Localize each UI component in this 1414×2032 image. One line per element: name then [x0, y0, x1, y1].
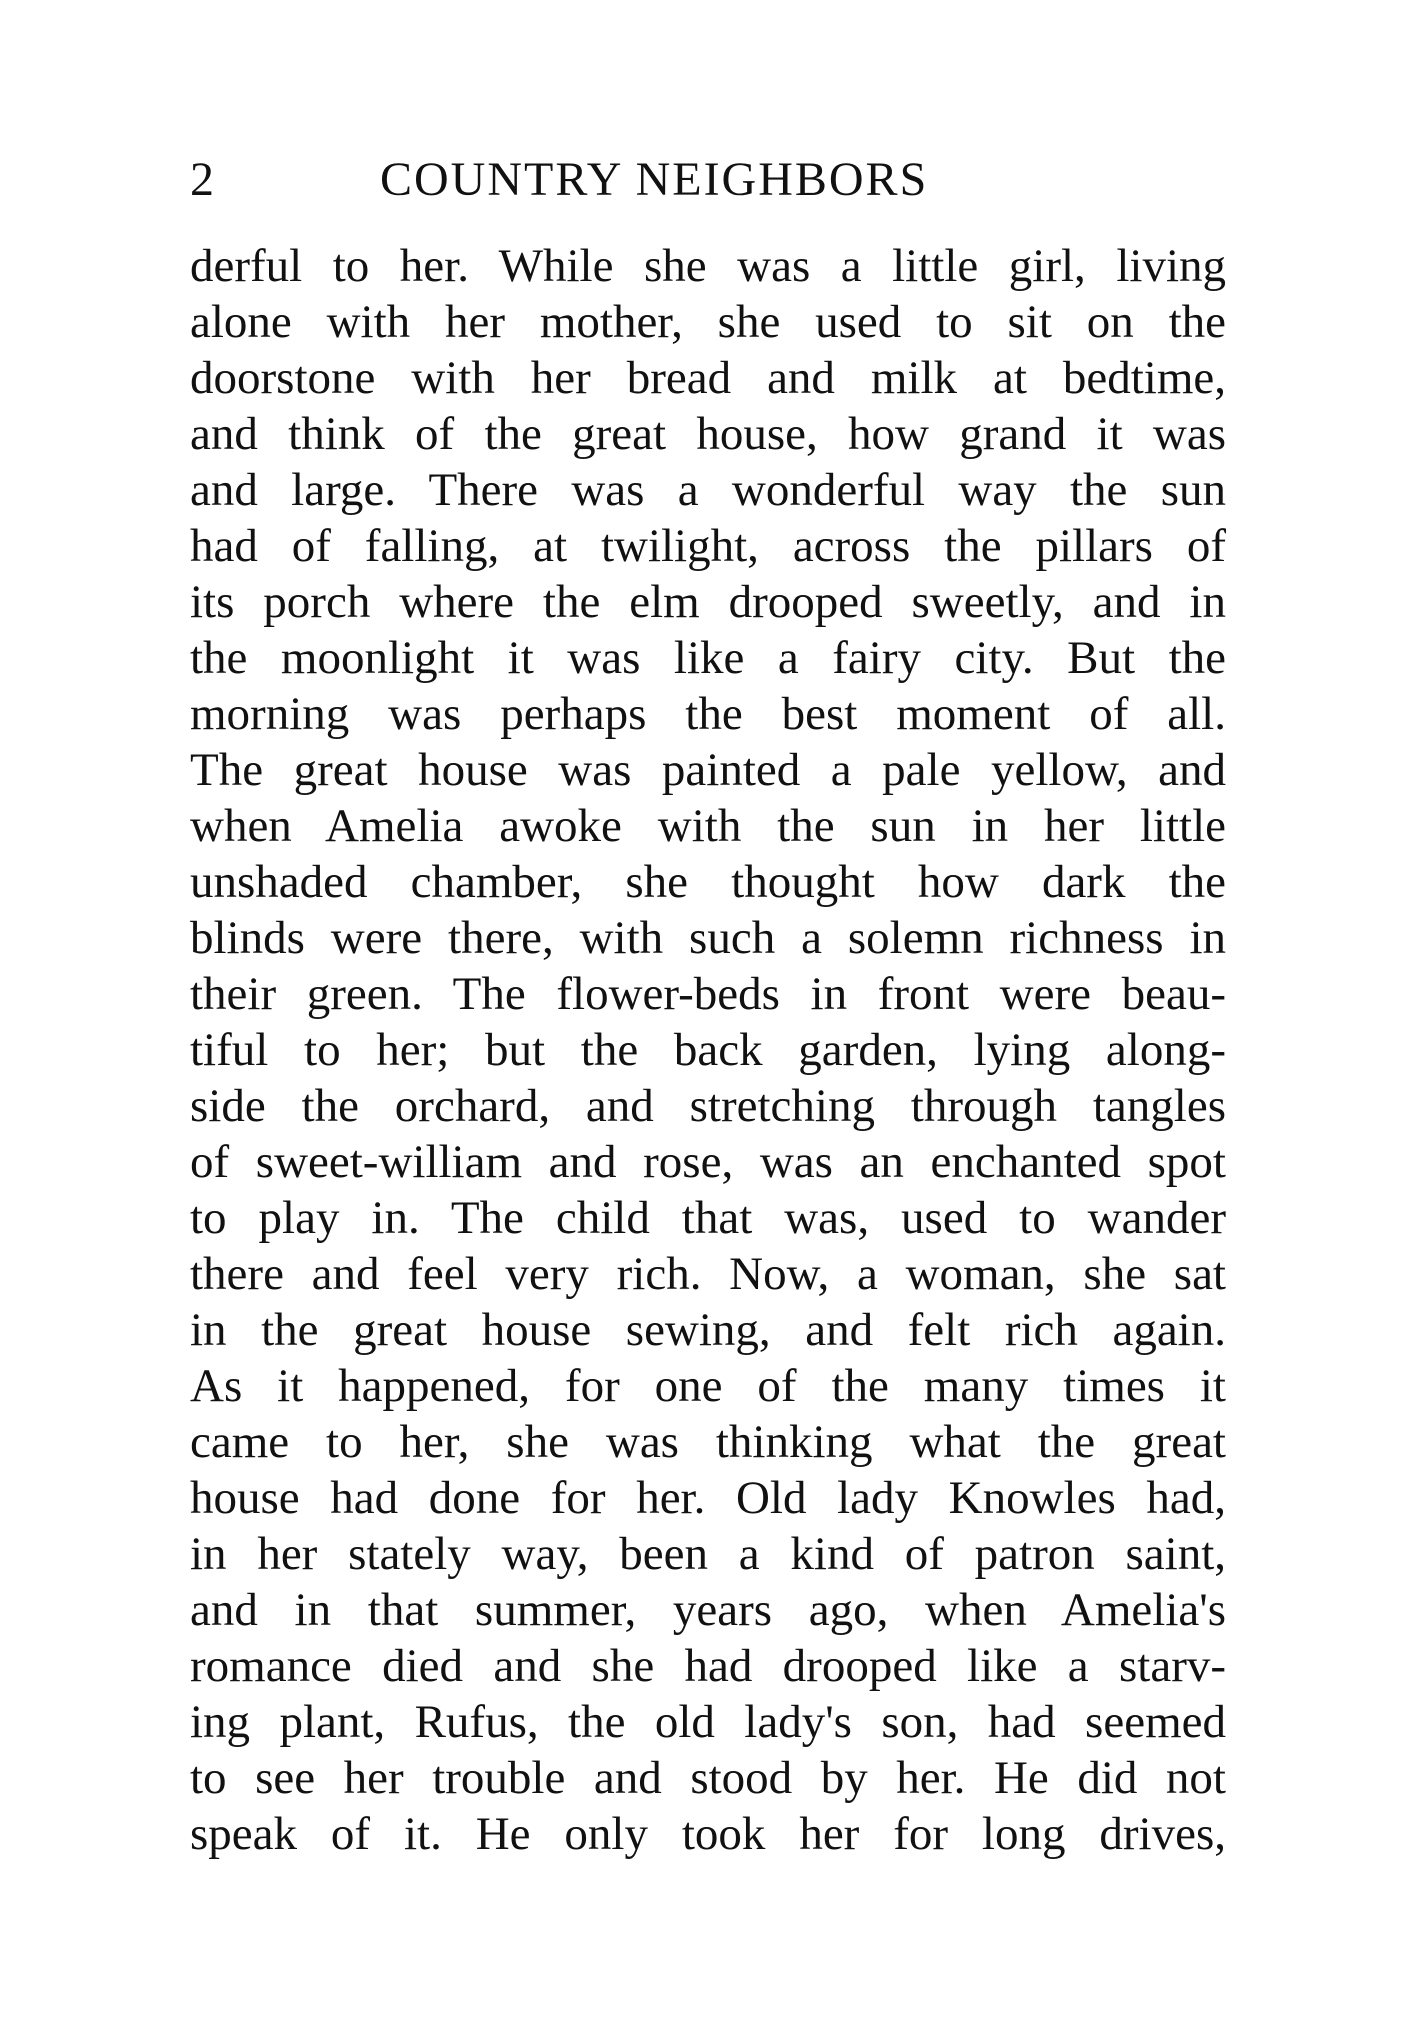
text-line: their green. The flower-beds in front were beau-: [190, 968, 1226, 1020]
text-line: and large. There was a wonderful way the sun: [190, 464, 1226, 516]
page-number: 2: [190, 153, 214, 206]
running-title: COUNTRY NEIGHBORS: [380, 153, 929, 206]
text-line: in the great house sewing, and felt rich again.: [190, 1304, 1226, 1356]
text-line: and think of the great house, how grand it was: [190, 408, 1226, 460]
text-line: side the orchard, and stretching through tangles: [190, 1080, 1226, 1132]
page-header: [190, 150, 1030, 210]
text-line: ing plant, Rufus, the old lady's son, had seemed: [190, 1696, 1226, 1748]
text-line: its porch where the elm drooped sweetly, and in: [190, 576, 1226, 628]
text-line: blinds were there, with such a solemn richness in: [190, 912, 1226, 964]
body-text: [190, 238, 1226, 1862]
text-line: to see her trouble and stood by her. He did not: [190, 1752, 1226, 1804]
text-line: The great house was painted a pale yellow, and: [190, 744, 1226, 796]
text-line: unshaded chamber, she thought how dark the: [190, 856, 1226, 908]
text-line: when Amelia awoke with the sun in her little: [190, 800, 1226, 852]
text-line: speak of it. He only took her for long drives,: [190, 1808, 1226, 1860]
text-line: romance died and she had drooped like a starv-: [190, 1640, 1226, 1692]
text-line: there and feel very rich. Now, a woman, she sat: [190, 1248, 1226, 1300]
text-line: the moonlight it was like a fairy city. But the: [190, 632, 1226, 684]
text-line: derful to her. While she was a little girl, living: [190, 240, 1226, 292]
text-line: house had done for her. Old lady Knowles had,: [190, 1472, 1226, 1524]
text-line: of sweet-william and rose, was an enchanted spot: [190, 1136, 1226, 1188]
text-line: As it happened, for one of the many times it: [190, 1360, 1226, 1412]
text-line: to play in. The child that was, used to wander: [190, 1192, 1226, 1244]
text-line: and in that summer, years ago, when Amelia's: [190, 1584, 1226, 1636]
text-line: doorstone with her bread and milk at bedtime,: [190, 352, 1226, 404]
text-line: came to her, she was thinking what the great: [190, 1416, 1226, 1468]
text-line: in her stately way, been a kind of patron saint,: [190, 1528, 1226, 1580]
text-line: alone with her mother, she used to sit on the: [190, 296, 1226, 348]
text-line: tiful to her; but the back garden, lying along-: [190, 1024, 1226, 1076]
text-line: had of falling, at twilight, across the pillars of: [190, 520, 1226, 572]
text-line: morning was perhaps the best moment of all.: [190, 688, 1226, 740]
